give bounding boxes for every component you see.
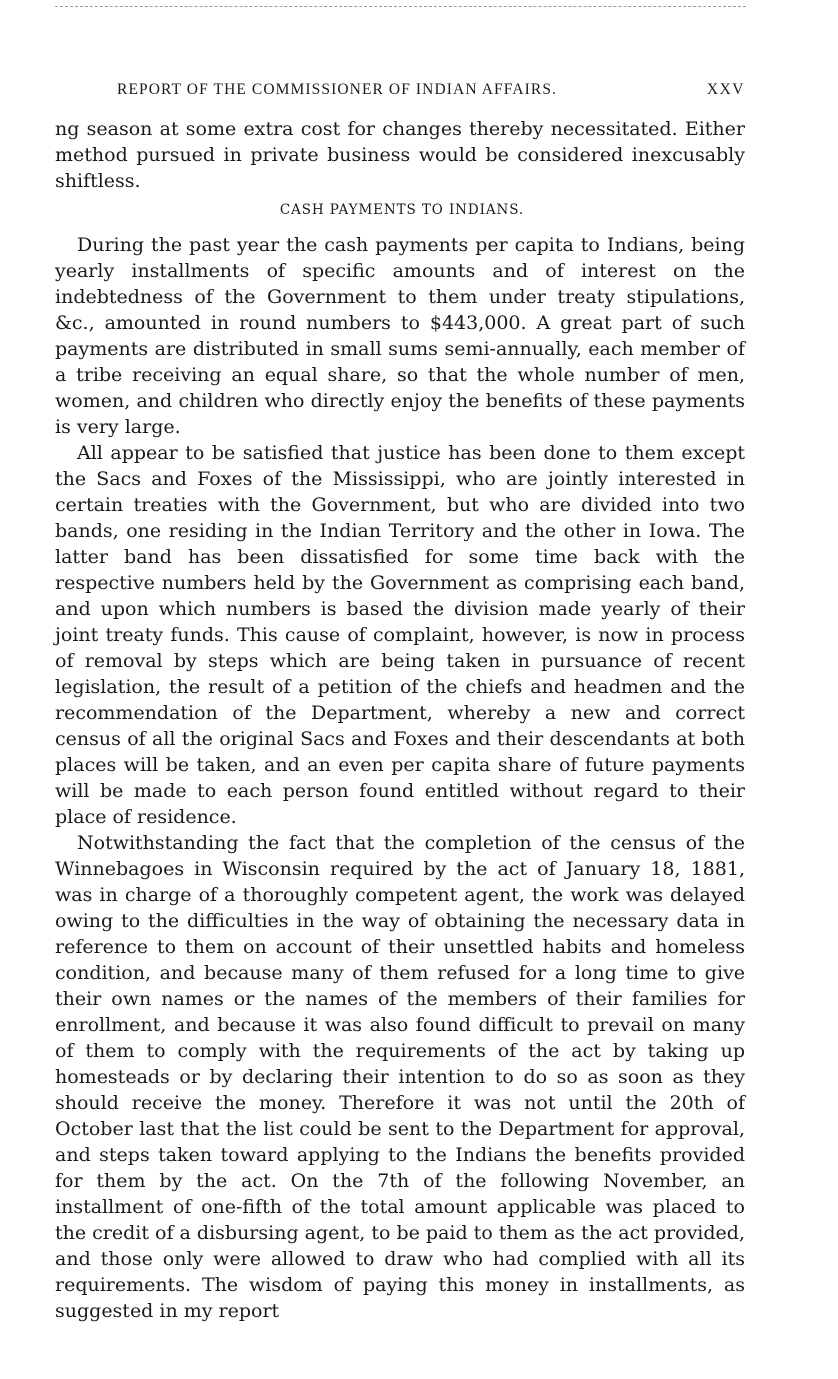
- running-head: [55, 78, 745, 102]
- paragraph-cash-payments: During the past year the cash payments per capita to Indians, being yearly installments of specific amounts and of interest on the indebtedness of the Government to them under treaty stipulations, &c., amounted in round numbers to $443,000. A great part of such payments are distributed in small sums semi-annually, each member of a tribe receiving an equal share, so that the whole number of men, women, and children who directly enjoy the benefits of these payments is very large.: [55, 234, 745, 438]
- running-title: REPORT OF THE COMMISSIONER OF INDIAN AFFAIRS.: [117, 81, 558, 98]
- top-page-rule: [55, 6, 746, 7]
- paragraph-sacs-and-foxes: All appear to be satisfied that justice has been done to them except the Sacs and Foxes of the Mississippi, who are jointly interested in certain treaties with the Government, but who are divided into two bands, one residing in the Indian Territory and the other in Iowa. The latter band has been dissatisfied for some time back with the respective numbers held by the Government as comprising each band, and upon which numbers is based the division made yearly of their joint treaty funds. This cause of complaint, however, is now in process of removal by steps which are being taken in pursuance of recent legislation, the result of a petition of the chiefs and headmen and the recommendation of the Department, whereby a new and correct census of all the original Sacs and Foxes and their descendants at both places will be taken, and an even per capita share of future payments will be made to each person found entitled without regard to their place of residence.: [55, 442, 745, 828]
- continuation-paragraph: ng season at some extra cost for changes thereby necessitated. Either method pursued in private business would be considered inexcusably shiftless.: [55, 118, 745, 192]
- paragraph-winnebagoes: Notwithstanding the fact that the completion of the census of the Winnebagoes in Wisconsin required by the act of January 18, 1881, was in charge of a thoroughly competent agent, the work was delayed owing to the difficulties in the way of obtaining the necessary data in reference to them on account of their unsettled habits and homeless condition, and because many of them refused for a long time to give their own names or the names of the members of their families for enrollment, and because it was also found difficult to prevail on many of them to comply with the requirements of the act by taking up homesteads or by declaring their intention to do so as soon as they should receive the money. Therefore it was not until the 20th of October last that the list could be sent to the Department for approval, and steps taken toward applying to the Indians the benefits provided for them by the act. On the 7th of the following November, an installment of one-fifth of the total amount applicable was placed to the credit of a disbursing agent, to be paid to them as the act provided, and those only were allowed to draw who had complied with all its requirements. The wisdom of paying this money in installments, as suggested in my report: [55, 832, 745, 1322]
- page-body: [55, 78, 745, 1324]
- page-number: XXV: [706, 81, 745, 98]
- section-heading: CASH PAYMENTS TO INDIANS.: [279, 202, 525, 218]
